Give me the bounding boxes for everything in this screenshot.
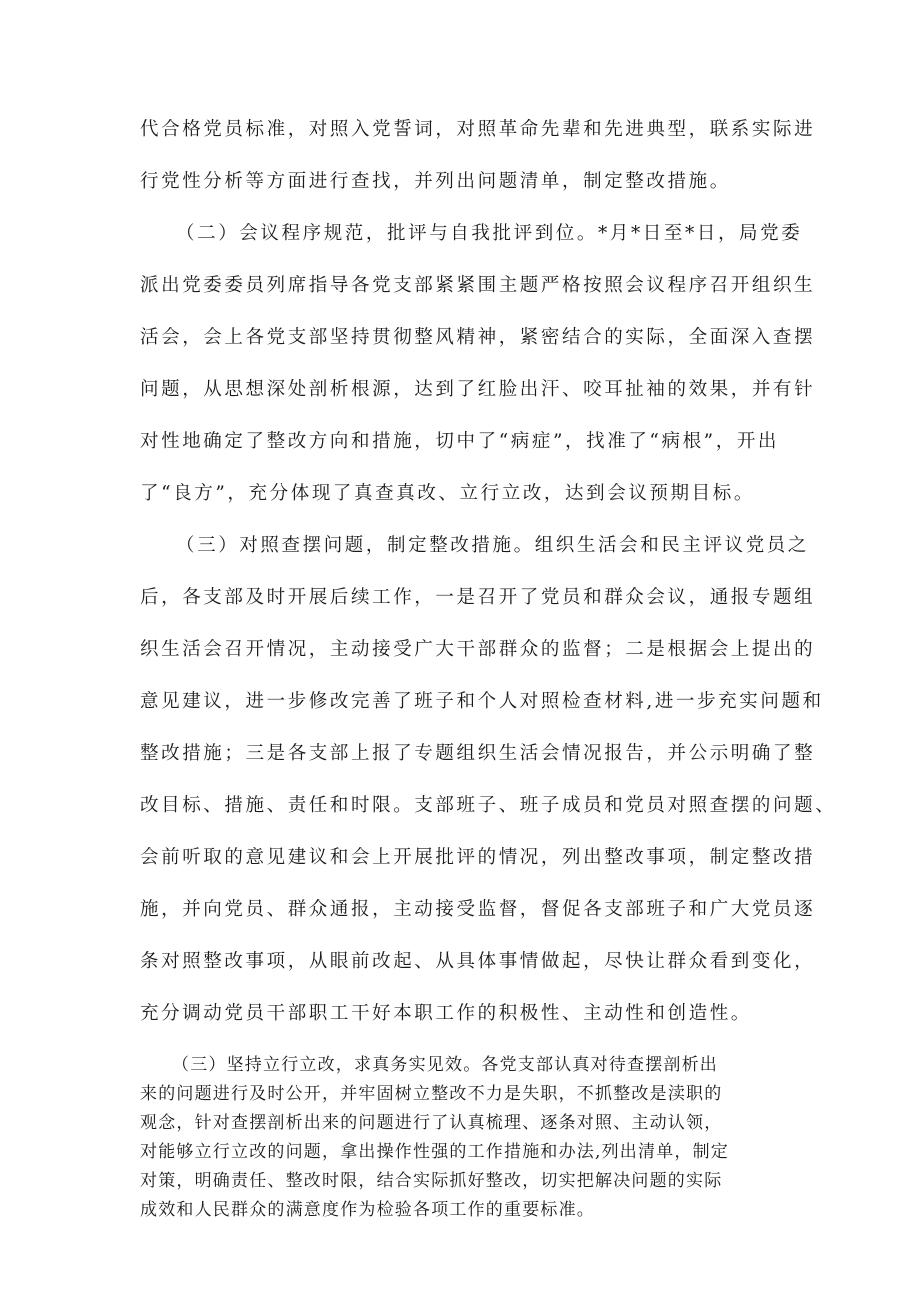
text-line: 意见建议，进一步修改完善了班子和个人对照检查材料,进一步充实问题和	[140, 691, 824, 712]
text-line: 成效和人民群众的满意度作为检验各项工作的重要标准。	[140, 1200, 595, 1220]
text-line: 行党性分析等方面进行查找，并列出问题清单，制定整改措施。	[140, 171, 731, 192]
text-line: 改目标、措施、责任和时限。支部班子、班子成员和党员对照查摆的问题、	[140, 795, 837, 816]
text-line: 会前听取的意见建议和会上开展批评的情况，列出整改事项，制定整改措	[140, 847, 816, 868]
text-line: 整改措施；三是各支部上报了专题组织生活会情况报告，并公示明确了整	[140, 743, 816, 764]
text-line: 派出党委委员列席指导各党支部紧紧围主题严格按照会议程序召开组织生	[140, 275, 816, 296]
text-line: 充分调动党员干部职工干好本职工作的积极性、主动性和创造性。	[140, 1003, 752, 1024]
text-line: （三）坚持立行立改，求真务实见效。各党支部认真对待查摆剖析出	[172, 1055, 718, 1075]
text-line: 观念，针对查摆剖析出来的问题进行了认真梳理、逐条对照、主动认领，	[140, 1113, 723, 1133]
text-line: 对能够立行立改的问题，拿出操作性强的工作措施和办法,列出清单，制定	[140, 1142, 730, 1162]
text-line: （三）对照查摆问题，制定整改措施。组织生活会和民主评议党员之	[176, 535, 810, 556]
text-line: 织生活会召开情况，主动接受广大干部群众的监督；二是根据会上提出的	[140, 639, 816, 660]
text-line: 对策，明确责任、整改时限，结合实际抓好整改，切实把解决问题的实际	[140, 1171, 723, 1191]
text-line: 条对照整改事项，从眼前改起、从具体事情做起，尽快让群众看到变化，	[140, 951, 816, 972]
text-line: 问题，从思想深处剖析根源，达到了红脸出汗、咬耳扯袖的效果，并有针	[140, 379, 816, 400]
text-line: 了“良方”，充分体现了真查真改、立行立改，达到会议预期目标。	[140, 483, 755, 504]
text-line: （二）会议程序规范，批评与自我批评到位。*月*日至*日，局党委	[176, 223, 803, 244]
text-line: 代合格党员标准，对照入党誓词，对照革命先辈和先进典型，联系实际进	[140, 119, 816, 140]
text-line: 来的问题进行及时公开，并牢固树立整改不力是失职，不抓整改是渎职的	[140, 1084, 723, 1104]
text-line: 施，并向党员、群众通报，主动接受监督，督促各支部班子和广大党员逐	[140, 899, 816, 920]
text-line: 后，各支部及时开展后续工作，一是召开了党员和群众会议，通报专题组	[140, 587, 816, 608]
text-line: 对性地确定了整改方向和措施，切中了“病症”，找准了“病根”，开出	[140, 431, 780, 452]
text-line: 活会，会上各党支部坚持贯彻整风精神，紧密结合的实际，全面深入查摆	[140, 327, 816, 348]
